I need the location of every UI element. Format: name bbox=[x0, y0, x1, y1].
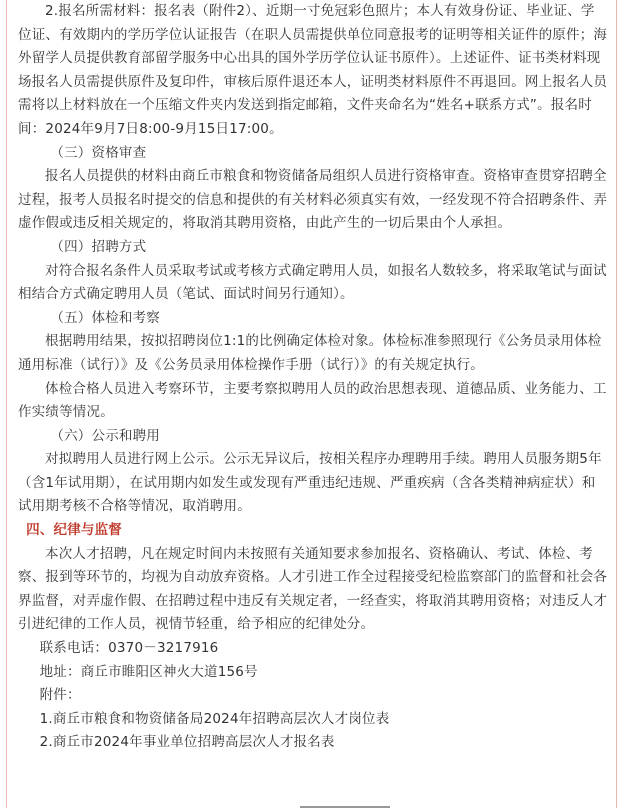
paragraph-qualification-review: 报名人员提供的材料由商丘市粮食和物资储备局组织人员进行资格审查。资格审查贯穿招聘全过程，报考人员报名时提交的信息和提供的有关材料必须真实有效，一经发现不符合招聘条件、弄虚作假或违反相关规定的，将取消其聘用资格，由此产生的一切后果由个人承担。 bbox=[18, 168, 608, 232]
attachment-1-link[interactable]: 1.商丘市粮食和物资储备局2024年招聘高层次人才岗位表 bbox=[39, 710, 390, 727]
paragraph-assessment: 体检合格人员进入考察环节，主要考察拟聘用人员的政治思想表现、道德品质、业务能力、工作实绩等情况。 bbox=[18, 380, 607, 421]
subheading-publicity: （六）公示和聘用 bbox=[50, 427, 160, 444]
section-title-discipline: 四、纪律与监督 bbox=[26, 522, 122, 539]
paragraph-medical-exam: 根据聘用结果，按拟招聘岗位1:1的比例确定体检对象。体检标准参照现行《公务员录用体检通用标准（试行）》及《公务员录用体检操作手册（试行）》的有关规定执行。 bbox=[18, 333, 602, 373]
attachment-2-link[interactable]: 2.商丘市2024年事业单位招聘高层次人才报名表 bbox=[39, 734, 335, 751]
article-body bbox=[18, 0, 608, 755]
paragraph-recruitment-method: 对符合报名条件人员采取考试或考核方式确定聘用人员，如报名人数较多，将采取笔试与面试相结合方式确定聘用人员（笔试、面试时间另行通知）。 bbox=[18, 262, 607, 303]
paragraph-discipline: 本次人才招聘，凡在规定时间内未按照有关通知要求参加报名、资格确认、考试、体检、考察、报到等环节的，均视为自动放弃资格。人才引进工作全过程接受纪检监察部门的监督和社会各界监督，对弄虚作假、在招聘过程中违反有关规定者，一经查实，将取消其聘用资格；对违反人才引进纪律的工作人员，视情节轻重，给予相应的纪律处分。 bbox=[18, 545, 608, 633]
subheading-qualification-review: （三）资格审查 bbox=[50, 144, 147, 161]
paragraph-materials: 2.报名所需材料：报名表（附件2）、近期一寸免冠彩色照片；本人有效身份证、毕业证、学位证、有效期内的学历学位认证报告（在职人员需提供单位同意报考的证明等相关证件的原件；海外留学人员提供教育部留学服务中心出具的国外学历学位认证书原件）。上述证件、证书类材料现场报名人员需提供原件及复印件，审核后原件退还本人，证明类材料原件不再退回。网上报名人员需将以上材料放在一个压缩文件夹内发送到指定邮箱，文件夹命名为“姓名+联系方式”。报名时间：2024年9月7日8:00-9月15日17:00。 bbox=[18, 3, 608, 137]
attachments-label: 附件： bbox=[39, 687, 81, 704]
paragraph-publicity: 对拟聘用人员进行网上公示。公示无异议后，按相关程序办理聘用手续。聘用人员服务期5年（含1年试用期），在试用期内如发生或发现有严重违纪违规、严重疾病（含各类精神病症状）和试用期考核不合格等情况，取消聘用。 bbox=[18, 451, 602, 515]
contact-address: 地址：商丘市睢阳区神火大道156号 bbox=[39, 663, 258, 680]
subheading-recruitment-method: （四）招聘方式 bbox=[50, 238, 147, 255]
subheading-medical-exam: （五）体检和考察 bbox=[50, 309, 160, 326]
contact-phone: 联系电话：0370－3217916 bbox=[39, 640, 219, 657]
